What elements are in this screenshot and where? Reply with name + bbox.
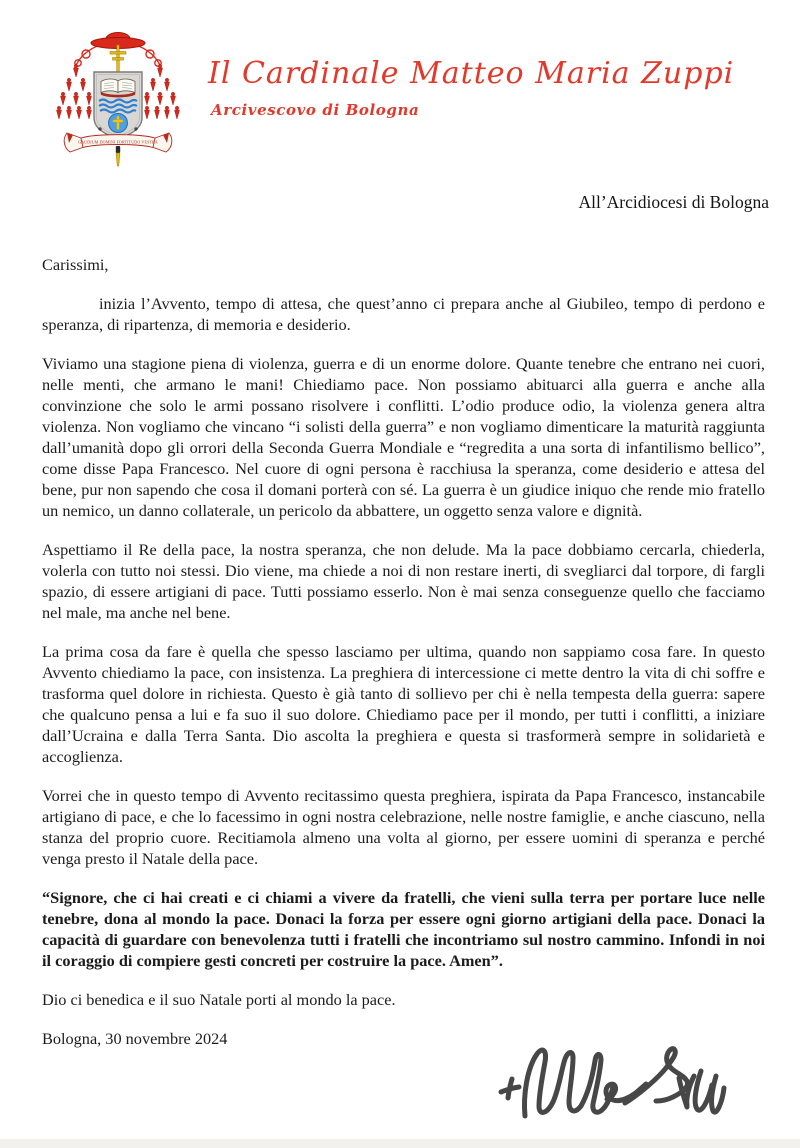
paragraph-4: La prima cosa da fare è quella che spesso lasciamo per ultima, quando non sappiamo cosa fare. In questo Avvento chiediamo la pace, con insistenza. La preghiera di intercessione ci mette dentro la vita di chi soffre e trasforma quel dolore in richiesta. Questo è già tanto di sollievo per chi è nella tempesta della guerra: sapere che qualcuno pensa a lui e fa suo il suo dolore. Chiediamo pace per il mondo, per tutti i conflitti, a iniziare dall’Ucraina e dalla Terra Santa. Dio ascolta la preghiera e questa si trasformerà sempre in solidarietà e accoglienza. [42, 642, 765, 766]
sender-name: Il Cardinale Matteo Maria Zuppi [208, 56, 735, 91]
closing-line: Dio ci benedica e il suo Natale porti al mondo la pace. [42, 990, 396, 1009]
crozier-tip-icon [116, 146, 120, 166]
paragraph-1: inizia l’Avvento, tempo di attesa, che quest’anno ci prepara anche al Giubileo, tempo di perdono e speranza, di ripartenza, di memoria e desiderio. [42, 294, 765, 334]
paragraph-2: Viviamo una stagione piena di violenza, guerra e di un enorme dolore. Quante tenebre che entrano nei cuori, nelle menti, che armano le mani! Chiediamo pace. Non possiamo abituarci alla guerra e anche alla convinzione che solo le armi possano risolvere i conflitti. L’odio produce odio, la violenza genera altra violenza. Non vogliamo che vincano “i solisti della guerra” e non vogliamo dimenticare la maturità raggiunta dall’umanità dopo gli orrori della Seconda Guerra Mondiale e “regredita a una sorta di infantilismo bellico”, come disse Papa Francesco. Nel cuore di ogni persona è racchiusa la speranza, come desiderio e attesa del bene, pur non sapendo che cosa il domani porterà con sé. La guerra è un giudice iniquo che rende mio fratello un nemico, un danno collaterale, un pericolo da abbattere, un oggetto senza valore e dignità. [42, 354, 765, 520]
paragraph-5: Vorrei che in questo tempo di Avvento recitassimo questa preghiera, ispirata da Papa Francesco, instancabile artigiano di pace, e che lo facessimo in ogni nostra celebrazione, nelle nostre famiglie, e anche ciascuno, nella stanza del proprio cuore. Recitiamola almeno una volta al giorno, per essere uomini di speranza e perché venga presto il Natale della pace. [42, 786, 765, 868]
cross-disc-icon [109, 114, 128, 133]
motto-text: GAUDIUM DOMINI FORTITUDO VESTRA [78, 139, 158, 145]
paragraph-3: Aspettiamo il Re della pace, la nostra speranza, che non delude. Ma la pace dobbiamo cercarla, chiederla, volerla con tutto noi stessi. Dio viene, ma chiede a noi di non restare inerti, di svegliarci dal torpore, di fargli spazio, di essere artigiani di pace. Tutti possiamo esserlo. Non è mai senza conseguenze quello che facciamo nel male, ma anche nel bene. [42, 540, 765, 622]
shield-icon [94, 72, 142, 144]
coat-of-arms [56, 30, 180, 168]
salutation: Carissimi, [42, 255, 109, 274]
signature-icon [487, 1026, 731, 1130]
page-edge-band [0, 1139, 800, 1148]
dateline: Bologna, 30 novembre 2024 [42, 1029, 228, 1048]
sender-role: Arcivescovo di Bologna [211, 101, 420, 119]
recipient-line: All’Arcidiocesi di Bologna [578, 192, 769, 212]
signature [487, 1026, 731, 1130]
prayer-paragraph: “Signore, che ci hai creati e ci chiami a vivere da fratelli, che vieni sulla terra per portare luce nelle tenebre, dona al mondo la pace. Donaci la forza per essere ogni giorno artigiani della pace. Donaci la capacità di guardare con benevolenza tutti i fratelli che incontriamo sul nostro cammino. Infondi in noi il coraggio di compiere gesti concreti per costruire la pace. Amen”. [42, 888, 765, 970]
coat-of-arms-icon [56, 30, 180, 168]
letter-body [42, 254, 765, 1067]
